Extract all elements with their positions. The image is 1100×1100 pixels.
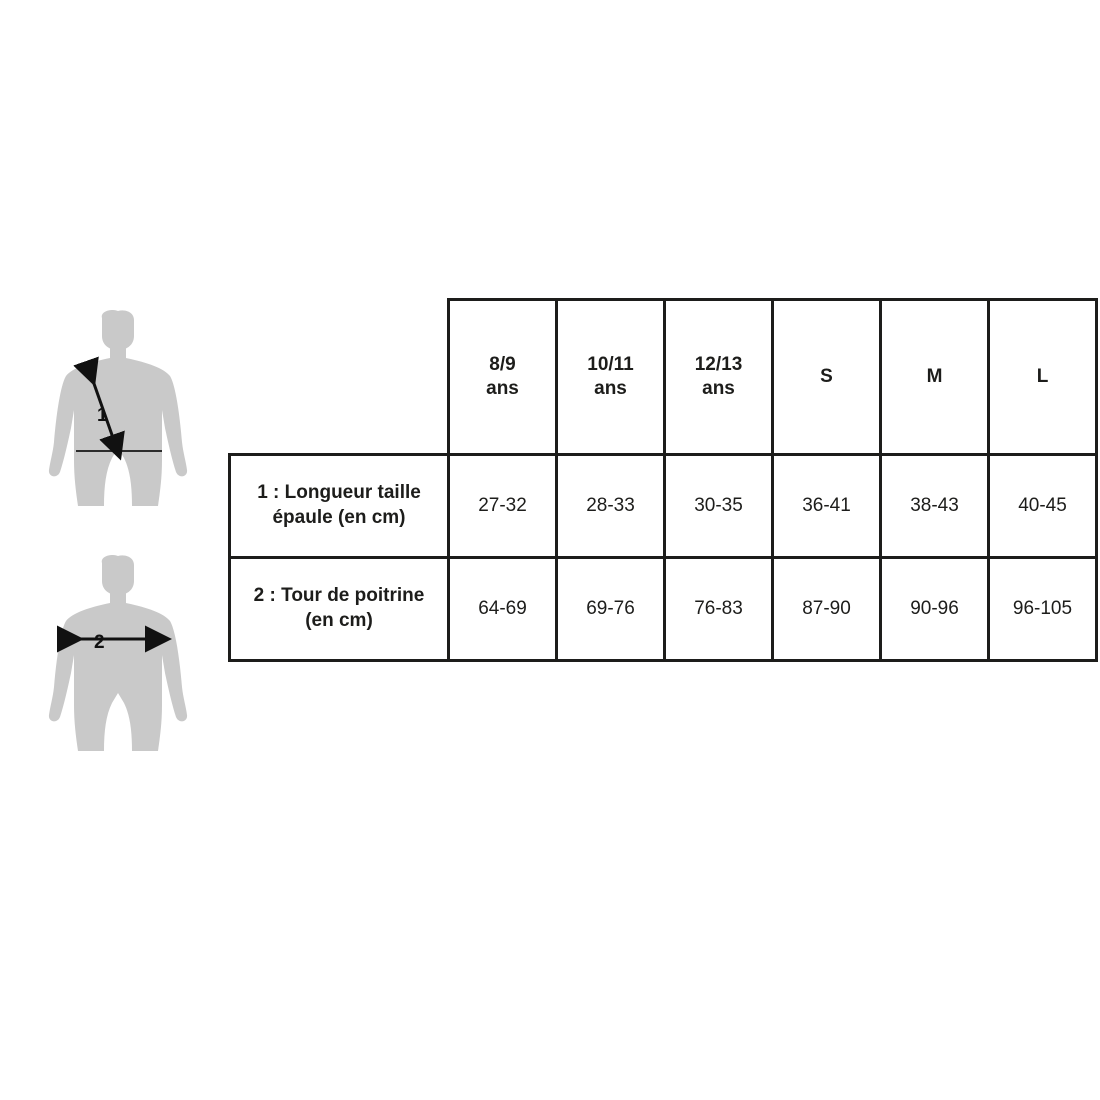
column-header-0-line2: ans [486, 378, 519, 399]
figure-shoulder-to-waist [30, 310, 220, 540]
table-body [230, 455, 1097, 661]
row-header-1-line2: (en cm) [305, 610, 373, 631]
cell-r1-c4: 90-96 [881, 558, 989, 661]
column-header-1 [557, 300, 665, 455]
cell-r1-c3: 87-90 [773, 558, 881, 661]
column-header-2-line1: 12/13 [694, 354, 743, 376]
column-header-2-line2: ans [702, 378, 735, 399]
cell-r1-c2: 76-83 [665, 558, 773, 661]
figure-1-number: 1 [97, 405, 108, 426]
table-row [230, 455, 1097, 558]
table-header-row [230, 300, 1097, 455]
cell-r0-c3: 36-41 [773, 455, 881, 558]
figure-chest [30, 555, 220, 785]
cell-r0-c1: 28-33 [557, 455, 665, 558]
column-header-1-line2: ans [594, 378, 627, 399]
table-header [230, 300, 1097, 455]
cell-r1-c0: 64-69 [449, 558, 557, 661]
body-silhouette-icon [30, 310, 220, 540]
column-header-2 [665, 300, 773, 455]
column-header-5-line1: L [1036, 366, 1049, 388]
column-header-5 [989, 300, 1097, 455]
column-header-1-line1: 10/11 [587, 354, 634, 376]
column-header-4 [881, 300, 989, 455]
row-header-1-line1: 2 : Tour de poitrine [253, 585, 425, 607]
column-header-0-line1: 8/9 [489, 354, 516, 376]
cell-r0-c4: 38-43 [881, 455, 989, 558]
row-header-0-line2: épaule (en cm) [272, 507, 406, 528]
cell-r1-c5: 96-105 [989, 558, 1097, 661]
column-header-3-line1: S [820, 366, 833, 388]
column-header-4-line1: M [926, 366, 943, 388]
table-corner-cell [230, 300, 449, 455]
column-header-3 [773, 300, 881, 455]
cell-r1-c1: 69-76 [557, 558, 665, 661]
column-header-0 [449, 300, 557, 455]
measurement-figures [30, 300, 220, 800]
table-row [230, 558, 1097, 661]
figure-2-number: 2 [94, 632, 105, 653]
cell-r0-c0: 27-32 [449, 455, 557, 558]
row-header-0 [230, 455, 449, 558]
size-chart-table [228, 298, 1098, 662]
cell-r0-c5: 40-45 [989, 455, 1097, 558]
body-silhouette-icon [30, 555, 220, 785]
cell-r0-c2: 30-35 [665, 455, 773, 558]
row-header-1 [230, 558, 449, 661]
row-header-0-line1: 1 : Longueur taille [257, 482, 421, 504]
